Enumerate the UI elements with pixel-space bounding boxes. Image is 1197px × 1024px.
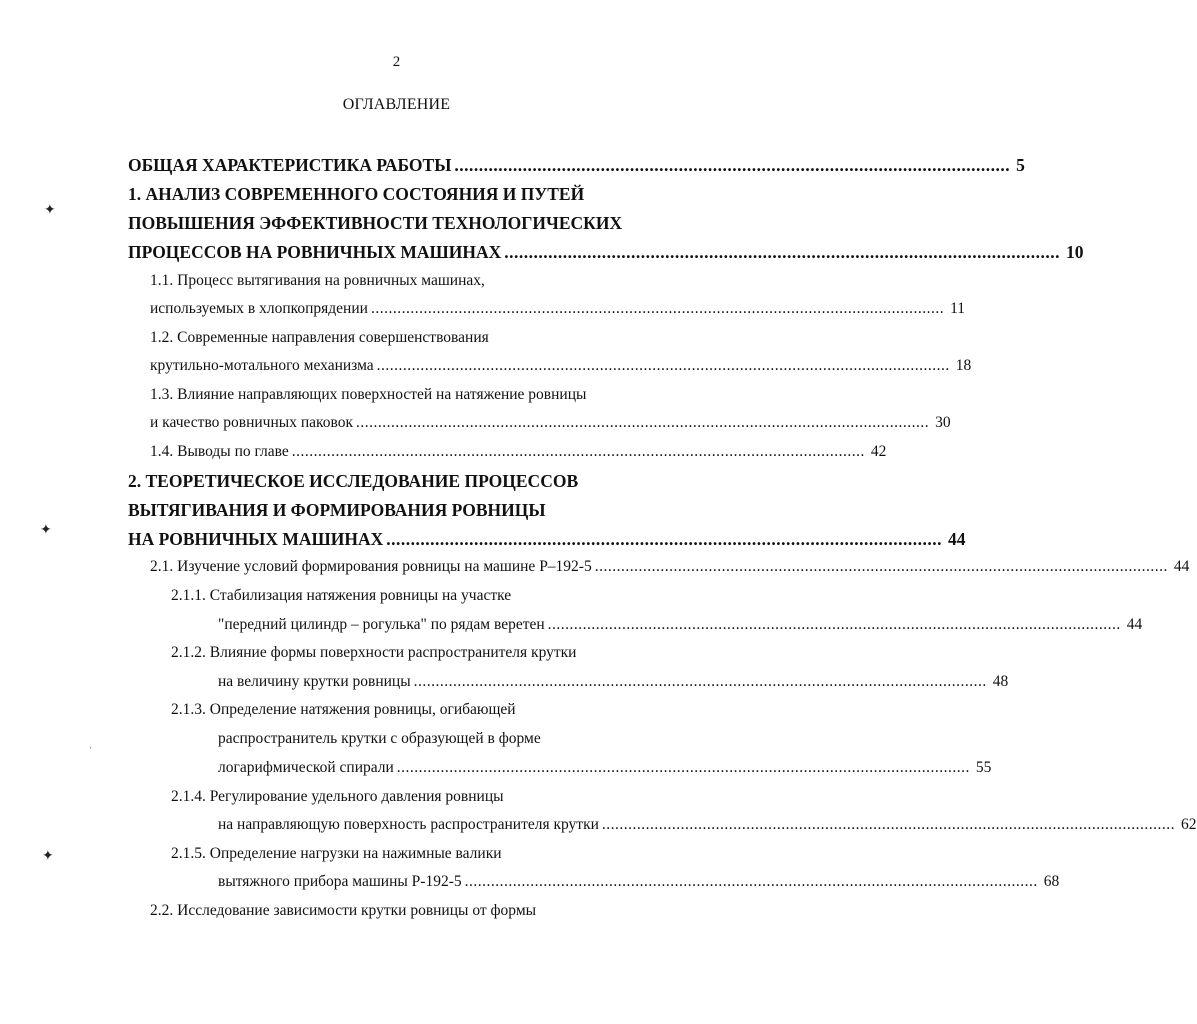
toc-page-number: 62 (1181, 816, 1197, 833)
toc-entry-title: 1.4. Выводы по главе (150, 443, 289, 460)
toc-entry-title: крутильно-мотального механизма (150, 357, 374, 374)
dot-leader: ................................................................................................................................... (464, 873, 1038, 890)
toc-entry-title[interactable]: ПОВЫШЕНИЯ ЭФФЕКТИВНОСТИ ТЕХНОЛОГИЧЕСКИХ (128, 213, 623, 233)
toc-page-number: 44 (1126, 616, 1143, 633)
toc-entry-title[interactable]: 1.2. Современные направления совершенствования (150, 329, 489, 346)
toc-title: ОГЛАВЛЕНИЕ (342, 96, 451, 113)
toc-entry-title[interactable]: 2.1.2. Влияние формы поверхности распространителя крутки (171, 644, 577, 661)
dot-leader: ................................................................................................................................... (601, 816, 1176, 833)
toc-entry-title: НА РОВНИЧНЫХ МАШИНАХ (128, 529, 384, 549)
toc-page-number: 30 (935, 414, 951, 431)
toc-entry[interactable] (218, 612, 1143, 638)
toc-entry-title[interactable]: 1.1. Процесс вытягивания на ровничных машинах, (150, 272, 485, 289)
toc-entry-title: используемых в хлопкопрядении (150, 300, 368, 317)
dot-leader: ................................................................................................................................... (547, 616, 1121, 633)
dot-leader: ................................................................................................................................... (291, 443, 865, 460)
toc-page-number: 11 (950, 300, 965, 317)
toc-entry[interactable] (150, 410, 951, 436)
dot-leader: ................................................................................................................................... (594, 558, 1168, 575)
margin-mark: ˌ (89, 738, 93, 749)
toc-entry[interactable] (128, 152, 1025, 178)
margin-mark: ✦ (44, 203, 56, 218)
toc-entry-title: логарифмической спирали (218, 759, 394, 776)
margin-mark: ✦ (40, 523, 52, 538)
toc-entry-title[interactable]: ВЫТЯГИВАНИЯ И ФОРМИРОВАНИЯ РОВНИЦЫ (128, 500, 546, 520)
toc-page-number: 42 (870, 443, 887, 460)
dot-leader: ................................................................................................................................... (376, 357, 950, 374)
toc-entry-title[interactable]: 1. АНАЛИЗ СОВРЕМЕННОГО СОСТОЯНИЯ И ПУТЕЙ (128, 184, 585, 204)
toc-entry-title[interactable]: 2. ТЕОРЕТИЧЕСКОЕ ИССЛЕДОВАНИЕ ПРОЦЕССОВ (128, 471, 579, 491)
toc-page-number: 48 (992, 673, 1009, 690)
toc-entry-title: на направляющую поверхность распространителя крутки (218, 816, 599, 833)
dot-leader: .................................................................................................................. (504, 242, 1061, 262)
toc-entry[interactable] (150, 554, 1190, 580)
toc-page-number: 44 (1173, 558, 1190, 575)
toc-entry-title[interactable]: 2.1.4. Регулирование удельного давления ровницы (171, 788, 504, 805)
toc-entry-title: 2.1. Изучение условий формирования ровницы на машине Р–192-5 (150, 558, 592, 575)
toc-entry-title[interactable]: 2.1.3. Определение натяжения ровницы, огибающей (171, 701, 516, 718)
toc-entry-title[interactable]: 2.1.1. Стабилизация натяжения ровницы на участке (171, 587, 512, 604)
toc-entry-title: на величину крутки ровницы (218, 673, 411, 690)
toc-entry[interactable] (218, 669, 1009, 695)
dot-leader: ................................................................................................................................... (370, 300, 945, 317)
toc-entry[interactable] (128, 239, 1084, 265)
toc-entry[interactable] (150, 353, 972, 379)
toc-page-number: 68 (1043, 873, 1060, 890)
toc-entry-title[interactable]: 1.3. Влияние направляющих поверхностей на натяжение ровницы (150, 386, 587, 403)
toc-page-number: 44 (948, 529, 966, 549)
toc-page-number: 18 (955, 357, 972, 374)
toc-page-number: 10 (1066, 242, 1084, 262)
toc-entry-title[interactable]: 2.1.5. Определение нагрузки на нажимные валики (171, 845, 502, 862)
dot-leader: ................................................................................................................................... (396, 759, 970, 776)
toc-entry-title[interactable]: 2.2. Исследование зависимости крутки ровницы от формы (150, 902, 537, 919)
toc-entry-title: вытяжного прибора машины Р-192-5 (218, 873, 462, 890)
dot-leader: .................................................................................................................. (386, 529, 942, 549)
dot-leader: ................................................................................................................................... (355, 414, 930, 431)
toc-page-number: 5 (1016, 155, 1025, 175)
toc-entry-title: ОБЩАЯ ХАРАКТЕРИСТИКА РАБОТЫ (128, 155, 452, 175)
toc-page-number: 55 (975, 759, 992, 776)
page-number: 2 (392, 54, 401, 70)
margin-mark: ✦ (42, 849, 54, 864)
toc-entry-title: ПРОЦЕССОВ НА РОВНИЧНЫХ МАШИНАХ (128, 242, 502, 262)
toc-entry[interactable] (218, 869, 1060, 895)
toc-entry[interactable] (218, 755, 992, 781)
dot-leader: .................................................................................................................. (454, 155, 1011, 175)
dot-leader: ................................................................................................................................... (413, 673, 987, 690)
toc-entry[interactable] (150, 296, 965, 322)
toc-entry[interactable] (218, 812, 1197, 838)
toc-entry-title: "передний цилиндр – рогулька" по рядам веретен (218, 616, 545, 633)
toc-entry-title: и качество ровничных паковок (150, 414, 353, 431)
toc-entry-title[interactable]: распространитель крутки с образующей в форме (218, 730, 541, 747)
toc-entry[interactable] (150, 439, 887, 465)
toc-entry[interactable] (128, 526, 966, 552)
